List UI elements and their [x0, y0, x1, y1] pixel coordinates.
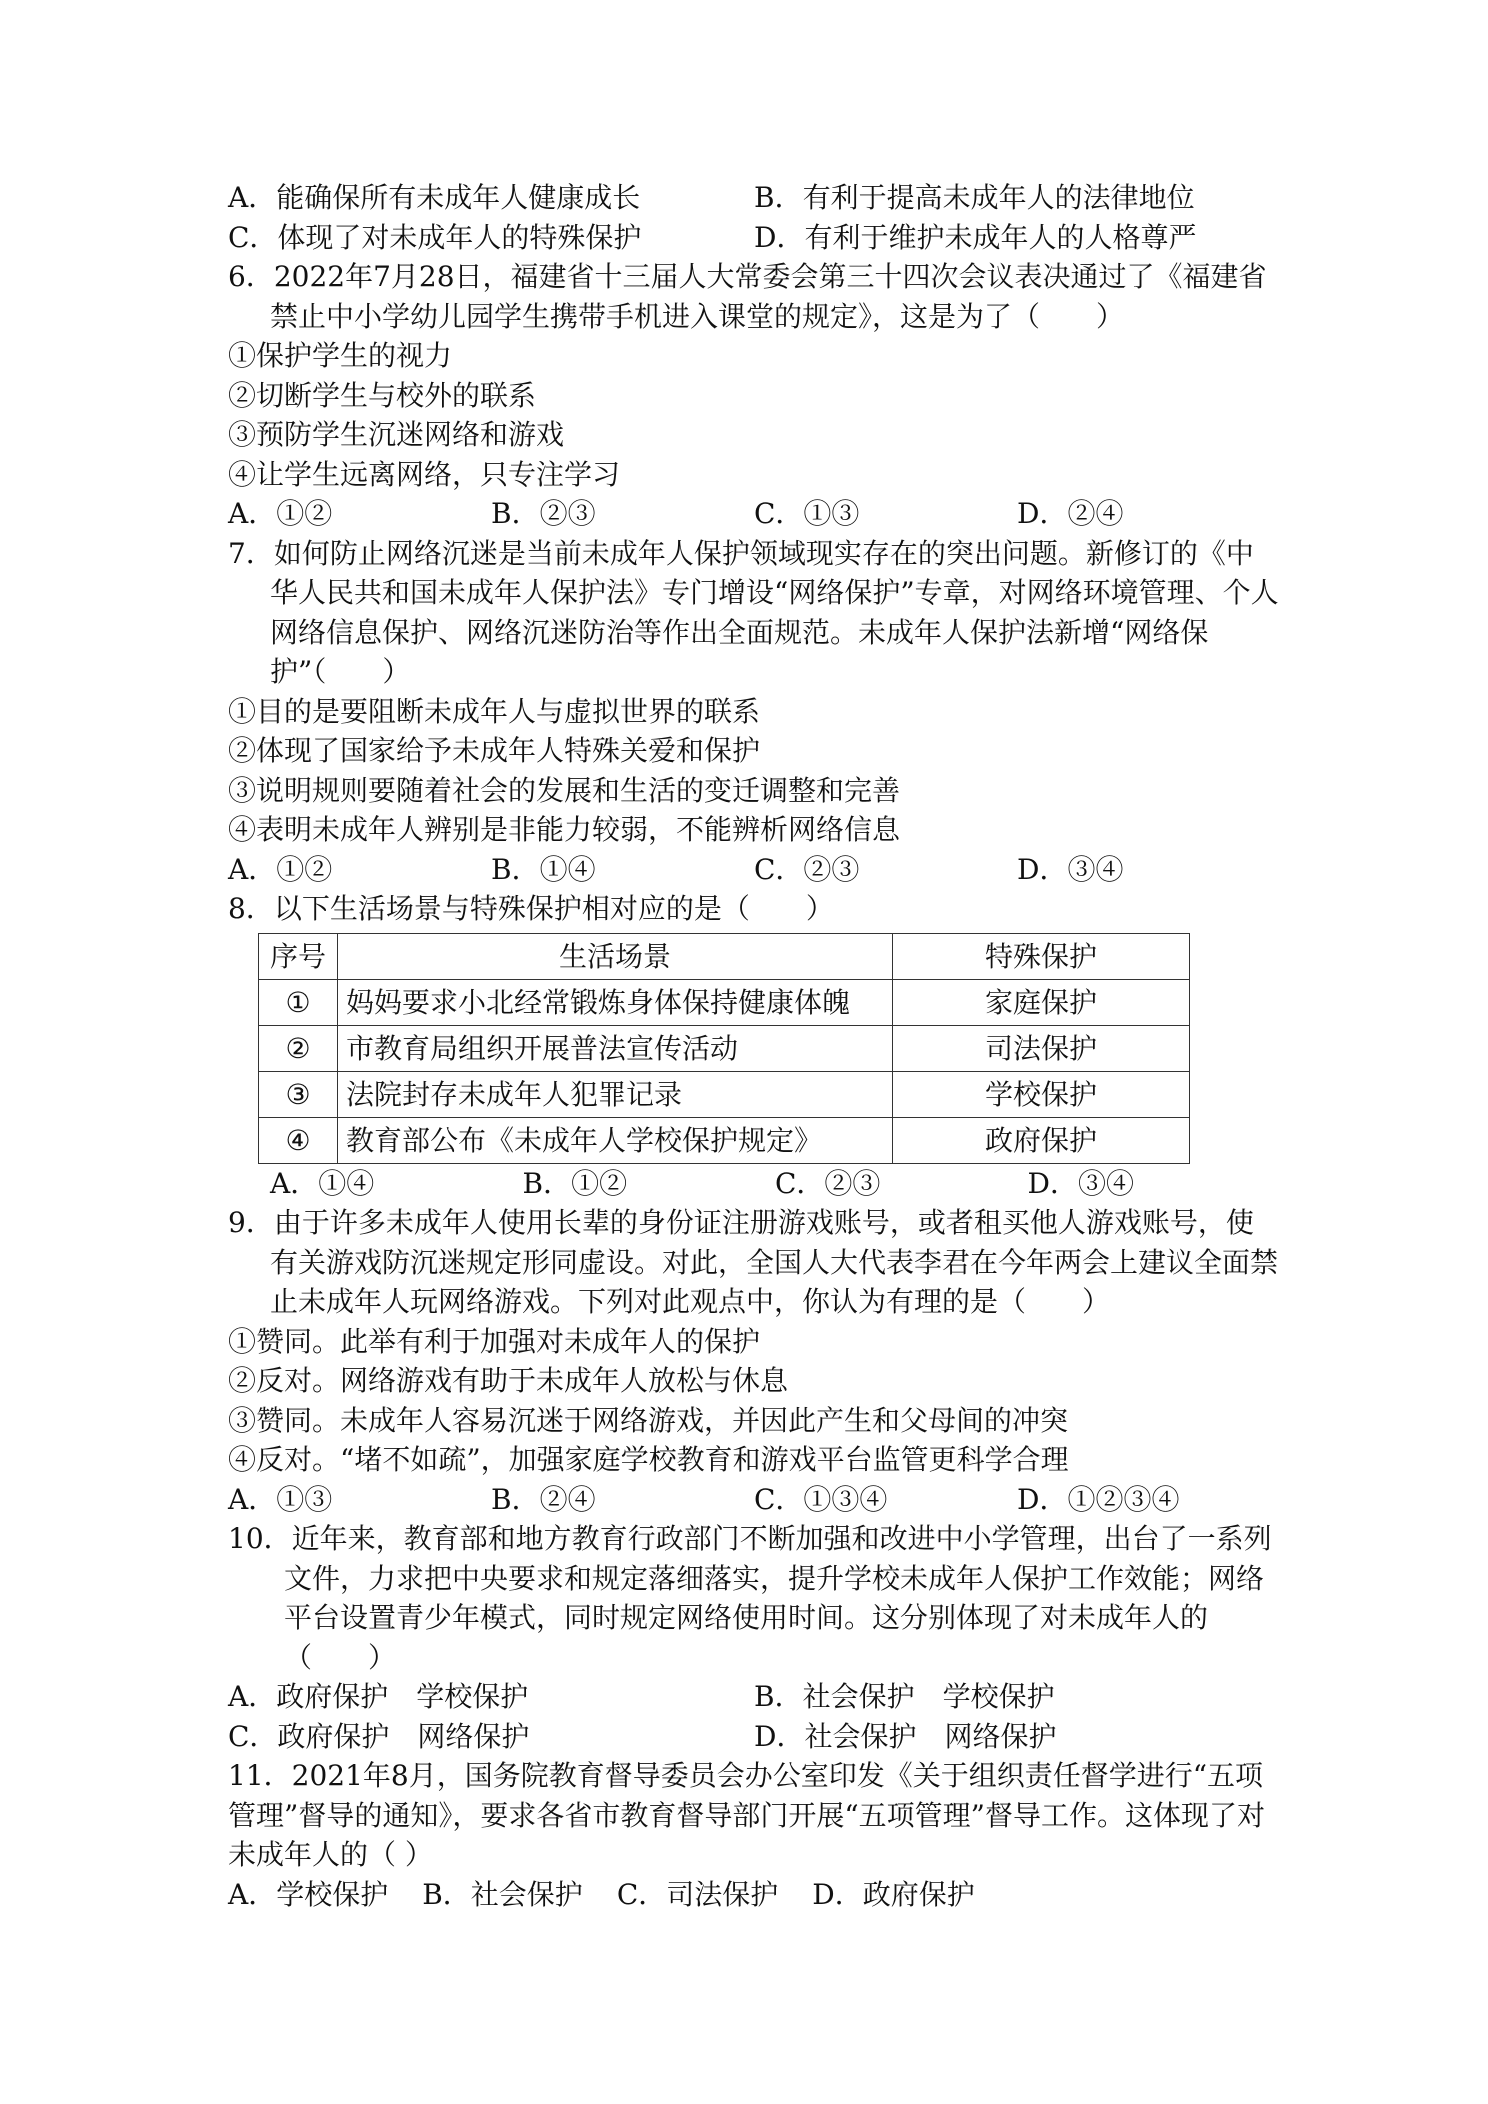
q6-option-c[interactable]: C．①③ [754, 497, 860, 530]
table-cell: 学校保护 [893, 1071, 1190, 1117]
table-cell: ④ [259, 1117, 338, 1163]
q9-item-1: ①赞同。此举有利于加强对未成年人的保护 [228, 1324, 761, 1358]
table-cell: ② [259, 1025, 338, 1071]
q8-table [258, 933, 1190, 1164]
q9-stem: 9．由于许多未成年人使用长辈的身份证注册游戏账号，或者租买他人游戏账号，使有关游戏防沉迷规定形同虚设。对此，全国人大代表李君在今年两会上建议全面禁止未成年人玩网络游戏。下列对此观点中，你认为有理的是（ ） [228, 1206, 1279, 1318]
q11-stem: 11．2021年8月，国务院教育督导委员会办公室印发《关于组织责任督学进行“五项管理”督导的通知》，要求各省市教育督导部门开展“五项管理”督导工作。这体现了对未成年人的（ ） [228, 1759, 1265, 1871]
table-cell: 法院封存未成年人犯罪记录 [338, 1071, 893, 1117]
q9-option-c[interactable]: C．①③④ [754, 1482, 888, 1516]
table-cell: ③ [259, 1071, 338, 1117]
table-cell: 教育部公布《未成年人学校保护规定》 [338, 1117, 893, 1163]
q5-options-row1 [228, 178, 1280, 218]
q11-option-d[interactable]: D．政府保护 [812, 1877, 975, 1911]
table-row [259, 1025, 1190, 1071]
q8-option-b[interactable]: B．①② [522, 1166, 628, 1200]
q10-option-a[interactable]: A．政府保护 学校保护 [228, 1680, 529, 1713]
exam-page [228, 178, 1280, 1914]
q9-item-2: ②反对。网络游戏有助于未成年人放松与休息 [228, 1364, 789, 1397]
q7-item-4: ④表明未成年人辨别是非能力较弱，不能辨析网络信息 [228, 813, 901, 846]
q10-option-b[interactable]: B．社会保护 学校保护 [754, 1680, 1055, 1713]
table-row [259, 979, 1190, 1025]
q10-stem: 10．近年来，教育部和地方教育行政部门不断加强和改进中小学管理，出台了一系列文件，力求把中央要求和规定落细落实，提升学校未成年人保护工作效能；网络平台设置青少年模式，同时规定网络使用时间。这分别体现了对未成年人的（ ） [228, 1522, 1272, 1674]
q7-options [228, 850, 1280, 890]
q8-option-d[interactable]: D．③④ [1027, 1166, 1134, 1200]
q10-option-c[interactable]: C．政府保护 网络保护 [228, 1719, 530, 1753]
table-header-cell: 序号 [259, 933, 338, 979]
q6-stem: 6．2022年7月28日，福建省十三届人大常委会第三十四次会议表决通过了《福建省禁止中小学幼儿园学生携带手机进入课堂的规定》，这是为了（ ） [228, 260, 1267, 333]
table-row [259, 1117, 1190, 1163]
q11-options [228, 1875, 1280, 1915]
q5-options-row2 [228, 218, 1280, 258]
q6-item-1: ①保护学生的视力 [228, 339, 453, 372]
q8-option-c[interactable]: C．②③ [775, 1166, 881, 1200]
q5-option-c[interactable]: C．体现了对未成年人的特殊保护 [228, 220, 642, 254]
q7-item-1: ①目的是要阻断未成年人与虚拟世界的联系 [228, 694, 761, 728]
q8-options [228, 1164, 1280, 1204]
q6-options [228, 494, 1280, 534]
q5-option-a[interactable]: A．能确保所有未成年人健康成长 [228, 181, 641, 214]
q11-option-c[interactable]: C．司法保护 [616, 1877, 779, 1911]
q9-options [228, 1480, 1280, 1520]
q9-item-4: ④反对。“堵不如疏”，加强家庭学校教育和游戏平台监管更科学合理 [228, 1443, 1069, 1476]
table-cell: 市教育局组织开展普法宣传活动 [338, 1025, 893, 1071]
q6-option-b[interactable]: B．②③ [491, 497, 596, 530]
table-header-cell: 特殊保护 [893, 933, 1190, 979]
table-cell: 政府保护 [893, 1117, 1190, 1163]
q11-option-b[interactable]: B．社会保护 [422, 1877, 583, 1911]
table-cell: 家庭保护 [893, 979, 1190, 1025]
q6-item-4: ④让学生远离网络，只专注学习 [228, 457, 621, 491]
q7-option-a[interactable]: A．①② [228, 852, 333, 886]
table-cell: ① [259, 979, 338, 1025]
q6-item-3: ③预防学生沉迷网络和游戏 [228, 418, 565, 451]
q7-item-3: ③说明规则要随着社会的发展和生活的变迁调整和完善 [228, 773, 901, 807]
q5-option-b[interactable]: B．有利于提高未成年人的法律地位 [754, 181, 1195, 214]
table-cell: 妈妈要求小北经常锻炼身体保持健康体魄 [338, 979, 893, 1025]
q9-option-b[interactable]: B．②④ [491, 1482, 596, 1516]
q6-item-2: ②切断学生与校外的联系 [228, 378, 537, 412]
q10-options-row1 [228, 1677, 1280, 1717]
table-header-row [259, 933, 1190, 979]
q9-item-3: ③赞同。未成年人容易沉迷于网络游戏，并因此产生和父母间的冲突 [228, 1403, 1069, 1437]
table-row [259, 1071, 1190, 1117]
q11-option-a[interactable]: A．学校保护 [228, 1877, 389, 1911]
q8-option-a[interactable]: A．①④ [270, 1166, 375, 1200]
q10-option-d[interactable]: D．社会保护 网络保护 [754, 1719, 1057, 1753]
table-cell: 司法保护 [893, 1025, 1190, 1071]
q8-stem: 8．以下生活场景与特殊保护相对应的是（ ） [228, 892, 834, 925]
q7-stem: 7．如何防止网络沉迷是当前未成年人保护领域现实存在的突出问题。新修订的《中华人民共和国未成年人保护法》专门增设“网络保护”专章，对网络环境管理、个人网络信息保护、网络沉迷防治等作出全面规范。未成年人保护法新增“网络保护”（ ） [228, 536, 1279, 688]
q5-option-d[interactable]: D．有利于维护未成年人的人格尊严 [754, 220, 1197, 254]
q9-option-a[interactable]: A．①③ [228, 1482, 333, 1516]
q6-option-a[interactable]: A．①② [228, 497, 333, 530]
q9-option-d[interactable]: D．①②③④ [1017, 1482, 1180, 1516]
q7-option-b[interactable]: B．①④ [491, 852, 596, 886]
q7-item-2: ②体现了国家给予未成年人特殊关爱和保护 [228, 734, 761, 767]
q7-option-d[interactable]: D．③④ [1017, 852, 1124, 886]
q10-options-row2 [228, 1717, 1280, 1757]
q6-option-d[interactable]: D．②④ [1017, 497, 1124, 530]
table-header-cell: 生活场景 [338, 933, 893, 979]
q7-option-c[interactable]: C．②③ [754, 852, 860, 886]
